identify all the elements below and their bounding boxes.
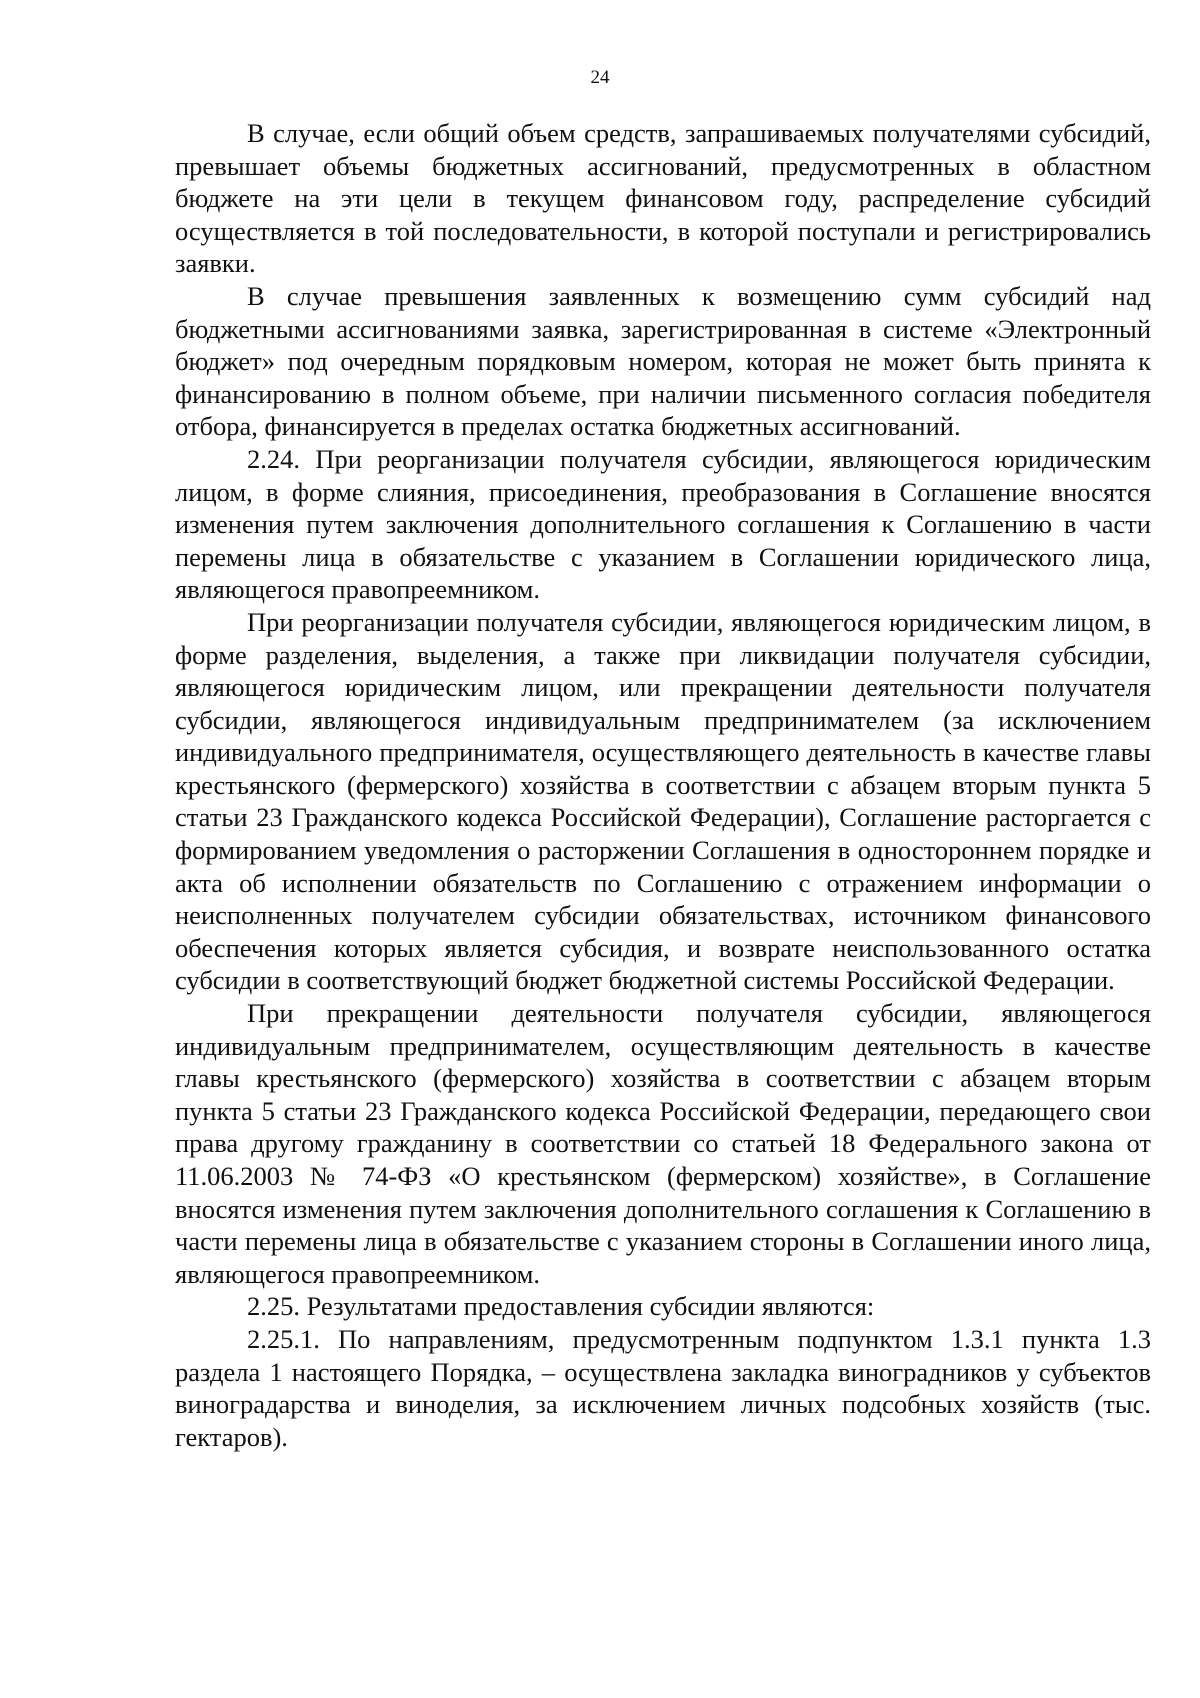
- paragraph-2-25-1-vineyards: 2.25.1. По направлениям, предусмотренным подпунктом 1.3.1 пункта 1.3 раздела 1 настоящего Порядка, – осуществлена закладка виноградников у субъектов виноградарства и виноделия, за исключением личных подсобных хозяйств (тыс. гектаров).: [175, 1323, 1151, 1452]
- document-body: [175, 117, 1151, 1453]
- paragraph-agreement-termination: При реорганизации получателя субсидии, являющегося юридическим лицом, в форме разделения, выделения, а также при ликвидации получателя субсидии, являющегося юридическим лицом, или прекращении деятельности получателя субсидии, являющегося индивидуальным предпринимателем (за исключением индивидуального предпринимателя, осуществляющего деятельность в качестве главы крестьянского (фермерского) хозяйства в соответствии с абзацем вторым пункта 5 статьи 23 Гражданского кодекса Российской Федерации), Соглашение расторгается с формированием уведомления о расторжении Соглашения в одностороннем порядке и акта об исполнении обязательств по Соглашению с отражением информации о неисполненных получателем субсидии обязательствах, источником финансового обеспечения которых является субсидия, и возврате неиспользованного остатка субсидии в соответствующий бюджет бюджетной системы Российской Федерации.: [175, 606, 1151, 996]
- page-number: 24: [590, 67, 610, 88]
- paragraph-exceeding-allocations: В случае превышения заявленных к возмещению сумм субсидий над бюджетными ассигнованиями заявка, зарегистрированная в системе «Электронный бюджет» под очередным порядковым номером, которая не может быть принята к финансированию в полном объеме, при наличии письменного согласия победителя отбора, финансируется в пределах остатка бюджетных ассигнований.: [175, 280, 1151, 442]
- paragraph-farm-rights-transfer: При прекращении деятельности получателя субсидии, являющегося индивидуальным предпринимателем, осуществляющим деятельность в качестве главы крестьянского (фермерского) хозяйства в соответствии с абзацем вторым пункта 5 статьи 23 Гражданского кодекса Российской Федерации, передающего свои права другому гражданину в соответствии со статьей 18 Федерального закона от 11.06.2003 № 74-ФЗ «О крестьянском (фермерском) хозяйстве», в Соглашение вносятся изменения путем заключения дополнительного соглашения к Соглашению в части перемены лица в обязательстве с указанием стороны в Соглашении иного лица, являющегося правопреемником.: [175, 998, 1151, 1289]
- paragraph-2-24-reorganization: 2.24. При реорганизации получателя субсидии, являющегося юридическим лицом, в форме слияния, присоединения, преобразования в Соглашение вносятся изменения путем заключения дополнительного соглашения к Соглашению в части перемены лица в обязательстве с указанием в Соглашении юридического лица, являющегося правопреемником.: [175, 443, 1151, 605]
- paragraph-funding-distribution: В случае, если общий объем средств, запрашиваемых получателями субсидий, превышает объемы бюджетных ассигнований, предусмотренных в областном бюджете на эти цели в текущем финансовом году, распределение субсидий осуществляется в той последовательности, в которой поступали и регистрировались заявки.: [175, 118, 1151, 279]
- paragraph-2-25-results: 2.25. Результатами предоставления субсидии являются:: [247, 1291, 875, 1322]
